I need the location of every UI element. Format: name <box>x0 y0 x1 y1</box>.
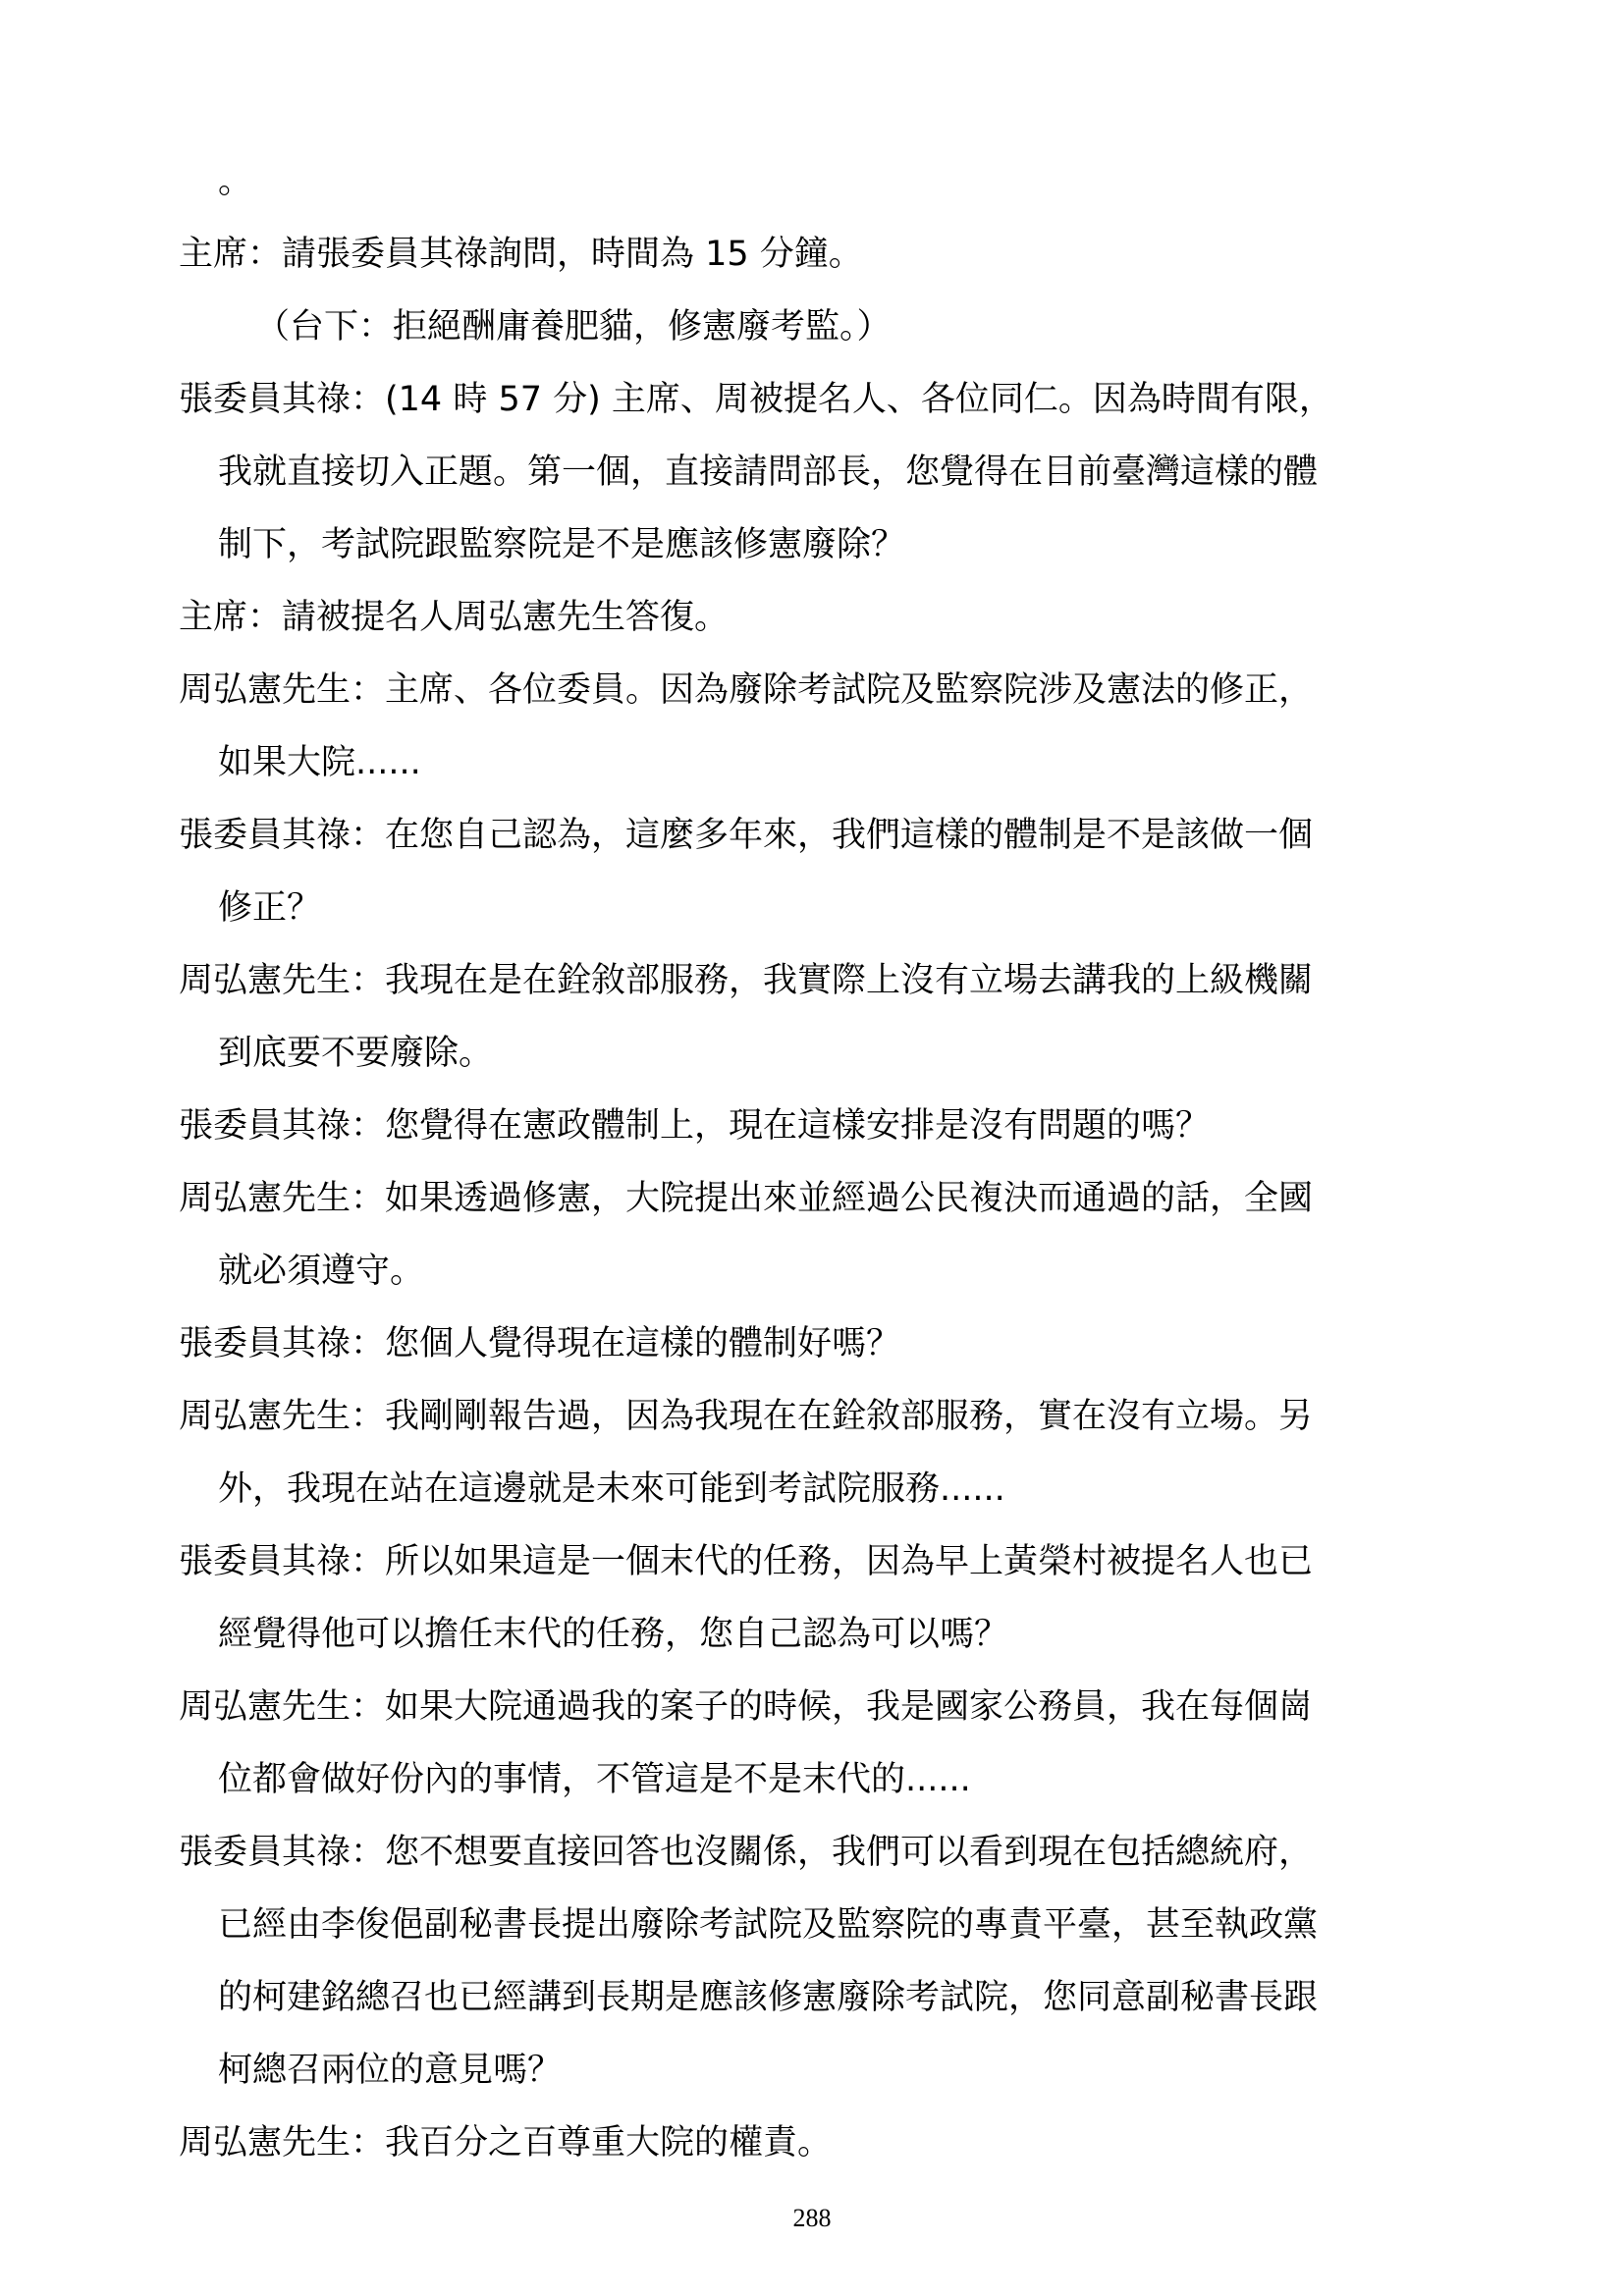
page-number: 288 <box>792 2204 832 2232</box>
text-line-23: 位都會做好份內的事情，不管這是不是末代的...... <box>218 1760 971 1799</box>
text-line-2: 主席：請張委員其祿詢問，時間為 15 分鐘。 <box>179 235 863 274</box>
text-line-9: 如果大院...... <box>218 743 421 782</box>
text-line-17: 張委員其祿：您個人覺得現在這樣的體制好嗎？ <box>179 1324 901 1363</box>
text-line-13: 到底要不要廢除。 <box>218 1034 494 1073</box>
text-line-26: 的柯建銘總召也已經講到長期是應該修憲廢除考試院，您同意副秘書長跟 <box>218 1978 1319 2017</box>
text-line-19: 外，我現在站在這邊就是未來可能到考試院服務...... <box>218 1469 1005 1509</box>
text-line-4: 張委員其祿：(14 時 57 分) 主席、周被提名人、各位同仁。因為時間有限， <box>179 380 1333 419</box>
text-line-11: 修正？ <box>218 888 322 928</box>
text-line-1: 。 <box>218 162 253 201</box>
text-line-22: 周弘憲先生：如果大院通過我的案子的時候，我是國家公務員，我在每個崗 <box>179 1687 1314 1727</box>
text-line-28: 周弘憲先生：我百分之百尊重大院的權責。 <box>179 2123 833 2163</box>
text-line-3: （台下：拒絕酬庸養肥貓，修憲廢考監。） <box>255 307 892 347</box>
text-line-5: 我就直接切入正題。第一個，直接請問部長，您覺得在目前臺灣這樣的體 <box>218 453 1319 492</box>
text-line-27: 柯總召兩位的意見嗎？ <box>218 2051 563 2090</box>
text-line-16: 就必須遵守。 <box>218 1252 425 1291</box>
text-line-12: 周弘憲先生：我現在是在銓敘部服務，我實際上沒有立場去講我的上級機關 <box>179 961 1314 1000</box>
text-line-15: 周弘憲先生：如果透過修憲，大院提出來並經過公民複決而通過的話，全國 <box>179 1179 1314 1218</box>
text-line-14: 張委員其祿：您覺得在憲政體制上，現在這樣安排是沒有問題的嗎？ <box>179 1106 1211 1146</box>
text-line-21: 經覺得他可以擔任末代的任務，您自己認為可以嗎？ <box>218 1615 1009 1654</box>
text-line-10: 張委員其祿：在您自己認為，這麼多年來，我們這樣的體制是不是該做一個 <box>179 816 1314 855</box>
text-line-20: 張委員其祿：所以如果這是一個末代的任務，因為早上黃榮村被提名人也已 <box>179 1542 1314 1581</box>
text-line-25: 已經由李俊俋副秘書長提出廢除考試院及監察院的專責平臺，甚至執政黨 <box>218 1905 1319 1945</box>
text-line-24: 張委員其祿：您不想要直接回答也沒關係，我們可以看到現在包括總統府， <box>179 1833 1314 1872</box>
text-line-6: 制下，考試院跟監察院是不是應該修憲廢除？ <box>218 525 906 564</box>
text-line-7: 主席：請被提名人周弘憲先生答復。 <box>179 598 730 637</box>
text-line-8: 周弘憲先生：主席、各位委員。因為廢除考試院及監察院涉及憲法的修正， <box>179 670 1314 710</box>
text-line-18: 周弘憲先生：我剛剛報告過，因為我現在在銓敘部服務，實在沒有立場。另 <box>179 1397 1314 1436</box>
